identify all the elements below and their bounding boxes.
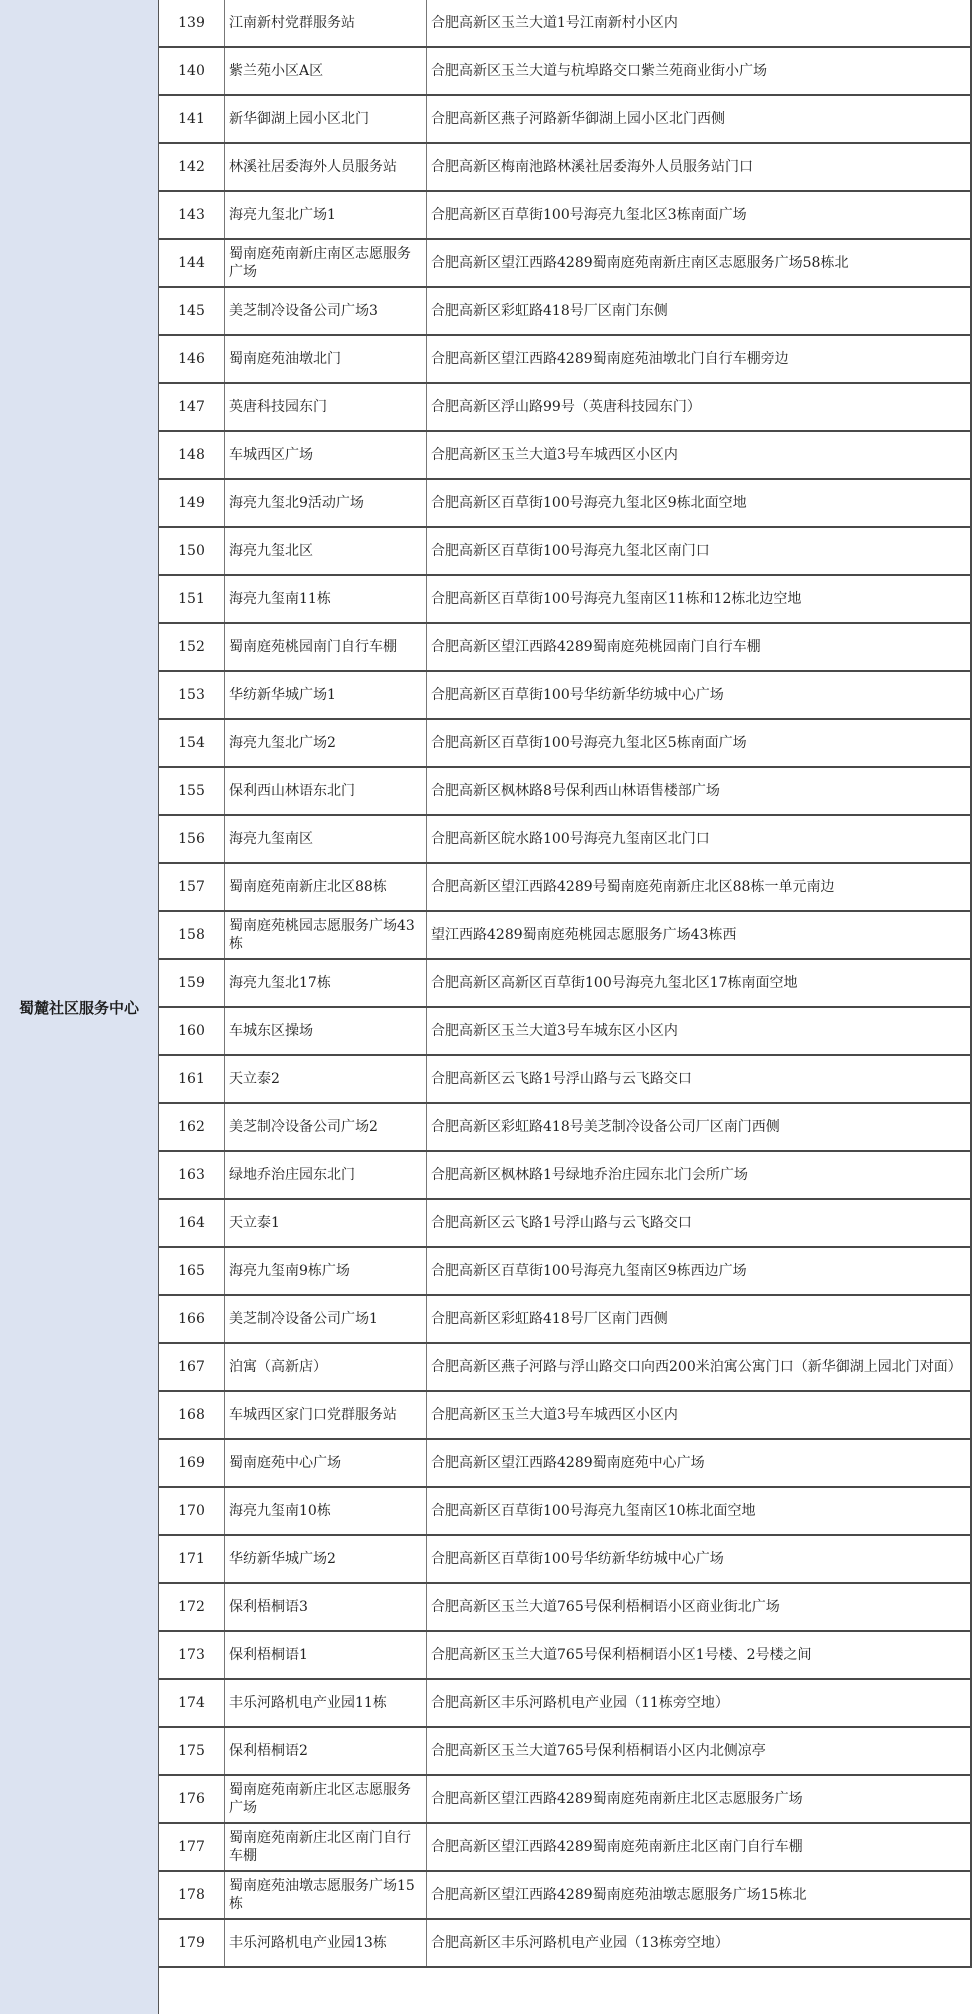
- site-name: 华纺新华城广场1: [225, 672, 427, 718]
- site-address: 合肥高新区梅南池路林溪社居委海外人员服务站门口: [427, 144, 972, 190]
- row-number: 152: [159, 624, 225, 670]
- site-address: 合肥高新区望江西路4289蜀南庭苑南新庄南区志愿服务广场58栋北: [427, 240, 972, 286]
- table-row: [159, 864, 972, 912]
- site-name: 车城西区家门口党群服务站: [225, 1392, 427, 1438]
- site-name: 海亮九玺北17栋: [225, 960, 427, 1006]
- row-number: 173: [159, 1632, 225, 1678]
- site-address: 合肥高新区玉兰大道765号保利梧桐语小区1号楼、2号楼之间: [427, 1632, 972, 1678]
- table-row: [159, 1824, 972, 1872]
- row-number: 144: [159, 240, 225, 286]
- site-name: 保利梧桐语3: [225, 1584, 427, 1630]
- site-address: 合肥高新区玉兰大道与杭埠路交口紫兰苑商业街小广场: [427, 48, 972, 94]
- table-row: [159, 384, 972, 432]
- table-row: [159, 1104, 972, 1152]
- row-number: 176: [159, 1776, 225, 1822]
- row-number: 160: [159, 1008, 225, 1054]
- table-row: [159, 1584, 972, 1632]
- table-row: [159, 768, 972, 816]
- site-address: 合肥高新区彩虹路418号厂区南门西侧: [427, 1296, 972, 1342]
- row-number: 150: [159, 528, 225, 574]
- site-address: 合肥高新区玉兰大道3号车城西区小区内: [427, 1392, 972, 1438]
- site-name: 海亮九玺北广场1: [225, 192, 427, 238]
- site-address: 合肥高新区丰乐河路机电产业园（13栋旁空地）: [427, 1920, 972, 1966]
- table-row: [159, 1296, 972, 1344]
- row-number: 177: [159, 1824, 225, 1870]
- table-row: [159, 1440, 972, 1488]
- table-row: [159, 240, 972, 288]
- site-name: 蜀南庭苑油墩志愿服务广场15栋: [225, 1872, 427, 1918]
- site-name: 英唐科技园东门: [225, 384, 427, 430]
- site-name: 海亮九玺南区: [225, 816, 427, 862]
- site-name: 蜀南庭苑中心广场: [225, 1440, 427, 1486]
- table-row: [159, 1392, 972, 1440]
- site-address: 合肥高新区枫林路8号保利西山林语售楼部广场: [427, 768, 972, 814]
- row-number: 168: [159, 1392, 225, 1438]
- row-number: 172: [159, 1584, 225, 1630]
- site-address: 合肥高新区玉兰大道1号江南新村小区内: [427, 0, 972, 46]
- site-address: 合肥高新区高新区百草街100号海亮九玺北区17栋南面空地: [427, 960, 972, 1006]
- row-number: 159: [159, 960, 225, 1006]
- site-name: 绿地乔治庄园东北门: [225, 1152, 427, 1198]
- site-address: 合肥高新区玉兰大道3号车城东区小区内: [427, 1008, 972, 1054]
- site-name: 海亮九玺北广场2: [225, 720, 427, 766]
- row-number: 154: [159, 720, 225, 766]
- site-address: 合肥高新区彩虹路418号美芝制冷设备公司厂区南门西侧: [427, 1104, 972, 1150]
- table-row: [159, 672, 972, 720]
- row-number: 161: [159, 1056, 225, 1102]
- table-row: [159, 1776, 972, 1824]
- table-row: [159, 288, 972, 336]
- site-name: 蜀南庭苑南新庄北区88栋: [225, 864, 427, 910]
- site-name: 车城东区操场: [225, 1008, 427, 1054]
- row-number: 158: [159, 912, 225, 958]
- row-number: 167: [159, 1344, 225, 1390]
- site-address: 合肥高新区彩虹路418号厂区南门东侧: [427, 288, 972, 334]
- site-address: 合肥高新区望江西路4289蜀南庭苑南新庄北区志愿服务广场: [427, 1776, 972, 1822]
- site-address: 合肥高新区望江西路4289蜀南庭苑中心广场: [427, 1440, 972, 1486]
- site-name: 泊寓（高新店）: [225, 1344, 427, 1390]
- row-number: 169: [159, 1440, 225, 1486]
- row-number: 145: [159, 288, 225, 334]
- row-number: 147: [159, 384, 225, 430]
- table-row: [159, 96, 972, 144]
- site-address: 合肥高新区百草街100号海亮九玺北区3栋南面广场: [427, 192, 972, 238]
- site-address: 合肥高新区百草街100号华纺新华纺城中心广场: [427, 1536, 972, 1582]
- table-row: [159, 480, 972, 528]
- site-address: 合肥高新区百草街100号海亮九玺北区9栋北面空地: [427, 480, 972, 526]
- site-name: 美芝制冷设备公司广场2: [225, 1104, 427, 1150]
- site-name: 丰乐河路机电产业园11栋: [225, 1680, 427, 1726]
- table-row: [159, 1056, 972, 1104]
- row-number: 153: [159, 672, 225, 718]
- site-address: 合肥高新区浮山路99号（英唐科技园东门）: [427, 384, 972, 430]
- table-row: [159, 624, 972, 672]
- site-name: 蜀南庭苑南新庄南区志愿服务广场: [225, 240, 427, 286]
- row-number: 142: [159, 144, 225, 190]
- table-row: [159, 1008, 972, 1056]
- site-name: 天立泰1: [225, 1200, 427, 1246]
- site-address: 合肥高新区百草街100号海亮九玺南区10栋北面空地: [427, 1488, 972, 1534]
- site-address: 合肥高新区枫林路1号绿地乔治庄园东北门会所广场: [427, 1152, 972, 1198]
- table-row: [159, 1680, 972, 1728]
- site-address: 合肥高新区燕子河路与浮山路交口向西200米泊寓公寓门口（新华御湖上园北门对面）: [427, 1344, 972, 1390]
- row-number: 155: [159, 768, 225, 814]
- site-name: 华纺新华城广场2: [225, 1536, 427, 1582]
- table-row: [159, 1488, 972, 1536]
- site-address: 合肥高新区百草街100号海亮九玺南区9栋西边广场: [427, 1248, 972, 1294]
- site-address: 合肥高新区百草街100号海亮九玺南区11栋和12栋北边空地: [427, 576, 972, 622]
- table-row: [159, 48, 972, 96]
- site-address: 合肥高新区望江西路4289蜀南庭苑油墩北门自行车棚旁边: [427, 336, 972, 382]
- table-row: [159, 1200, 972, 1248]
- row-number: 174: [159, 1680, 225, 1726]
- site-name: 江南新村党群服务站: [225, 0, 427, 46]
- table-row: [159, 0, 972, 48]
- row-number: 164: [159, 1200, 225, 1246]
- site-name: 蜀南庭苑油墩北门: [225, 336, 427, 382]
- site-address: 合肥高新区丰乐河路机电产业园（11栋旁空地）: [427, 1680, 972, 1726]
- row-number: 162: [159, 1104, 225, 1150]
- site-name: 美芝制冷设备公司广场1: [225, 1296, 427, 1342]
- table-row: [159, 1344, 972, 1392]
- table-row: [159, 528, 972, 576]
- site-name: 海亮九玺南9栋广场: [225, 1248, 427, 1294]
- site-name: 蜀南庭苑南新庄北区志愿服务广场: [225, 1776, 427, 1822]
- site-name: 海亮九玺南10栋: [225, 1488, 427, 1534]
- site-name: 保利西山林语东北门: [225, 768, 427, 814]
- row-number: 143: [159, 192, 225, 238]
- site-address: 合肥高新区望江西路4289蜀南庭苑南新庄北区南门自行车棚: [427, 1824, 972, 1870]
- table-row: [159, 816, 972, 864]
- table-row: [159, 720, 972, 768]
- row-number: 175: [159, 1728, 225, 1774]
- site-name: 海亮九玺北9活动广场: [225, 480, 427, 526]
- site-name: 丰乐河路机电产业园13栋: [225, 1920, 427, 1966]
- site-name: 蜀南庭苑桃园志愿服务广场43栋: [225, 912, 427, 958]
- table-row: [159, 1536, 972, 1584]
- site-address: 望江西路4289蜀南庭苑桃园志愿服务广场43栋西: [427, 912, 972, 958]
- site-name: 保利梧桐语1: [225, 1632, 427, 1678]
- table-row: [159, 1632, 972, 1680]
- table-row: [159, 912, 972, 960]
- site-address: 合肥高新区百草街100号海亮九玺北区5栋南面广场: [427, 720, 972, 766]
- site-name: 紫兰苑小区A区: [225, 48, 427, 94]
- site-name: 海亮九玺南11栋: [225, 576, 427, 622]
- table-body: [159, 0, 972, 1968]
- row-number: 156: [159, 816, 225, 862]
- site-name: 蜀南庭苑桃园南门自行车棚: [225, 624, 427, 670]
- site-name: 美芝制冷设备公司广场3: [225, 288, 427, 334]
- row-number: 149: [159, 480, 225, 526]
- table-row: [159, 1152, 972, 1200]
- table-row: [159, 576, 972, 624]
- site-address: 合肥高新区望江西路4289蜀南庭苑桃园南门自行车棚: [427, 624, 972, 670]
- site-address: 合肥高新区玉兰大道765号保利梧桐语小区商业街北广场: [427, 1584, 972, 1630]
- site-name: 林溪社居委海外人员服务站: [225, 144, 427, 190]
- site-address: 合肥高新区望江西路4289号蜀南庭苑南新庄北区88栋一单元南边: [427, 864, 972, 910]
- table-row: [159, 1920, 972, 1968]
- site-address: 合肥高新区燕子河路新华御湖上园小区北门西侧: [427, 96, 972, 142]
- row-number: 165: [159, 1248, 225, 1294]
- community-cell: 蜀麓社区服务中心: [0, 0, 159, 2014]
- row-number: 171: [159, 1536, 225, 1582]
- site-address: 合肥高新区玉兰大道3号车城西区小区内: [427, 432, 972, 478]
- row-number: 170: [159, 1488, 225, 1534]
- site-address: 合肥高新区百草街100号华纺新华纺城中心广场: [427, 672, 972, 718]
- row-number: 141: [159, 96, 225, 142]
- table-row: [159, 432, 972, 480]
- site-address: 合肥高新区云飞路1号浮山路与云飞路交口: [427, 1056, 972, 1102]
- site-name: 保利梧桐语2: [225, 1728, 427, 1774]
- site-address: 合肥高新区望江西路4289蜀南庭苑油墩志愿服务广场15栋北: [427, 1872, 972, 1918]
- row-number: 146: [159, 336, 225, 382]
- table-row: [159, 1248, 972, 1296]
- table-row: [159, 1728, 972, 1776]
- site-address: 合肥高新区云飞路1号浮山路与云飞路交口: [427, 1200, 972, 1246]
- site-name: 海亮九玺北区: [225, 528, 427, 574]
- table-row: [159, 1872, 972, 1920]
- site-name: 新华御湖上园小区北门: [225, 96, 427, 142]
- table-row: [159, 960, 972, 1008]
- site-name: 天立泰2: [225, 1056, 427, 1102]
- site-address: 合肥高新区玉兰大道765号保利梧桐语小区内北侧凉亭: [427, 1728, 972, 1774]
- row-number: 157: [159, 864, 225, 910]
- table-row: [159, 336, 972, 384]
- row-number: 179: [159, 1920, 225, 1966]
- site-address: 合肥高新区皖水路100号海亮九玺南区北门口: [427, 816, 972, 862]
- row-number: 166: [159, 1296, 225, 1342]
- site-name: 车城西区广场: [225, 432, 427, 478]
- table-row: [159, 192, 972, 240]
- row-number: 148: [159, 432, 225, 478]
- row-number: 151: [159, 576, 225, 622]
- row-number: 139: [159, 0, 225, 46]
- row-number: 178: [159, 1872, 225, 1918]
- site-name: 蜀南庭苑南新庄北区南门自行车棚: [225, 1824, 427, 1870]
- table-row: [159, 144, 972, 192]
- row-number: 163: [159, 1152, 225, 1198]
- row-number: 140: [159, 48, 225, 94]
- site-address: 合肥高新区百草街100号海亮九玺北区南门口: [427, 528, 972, 574]
